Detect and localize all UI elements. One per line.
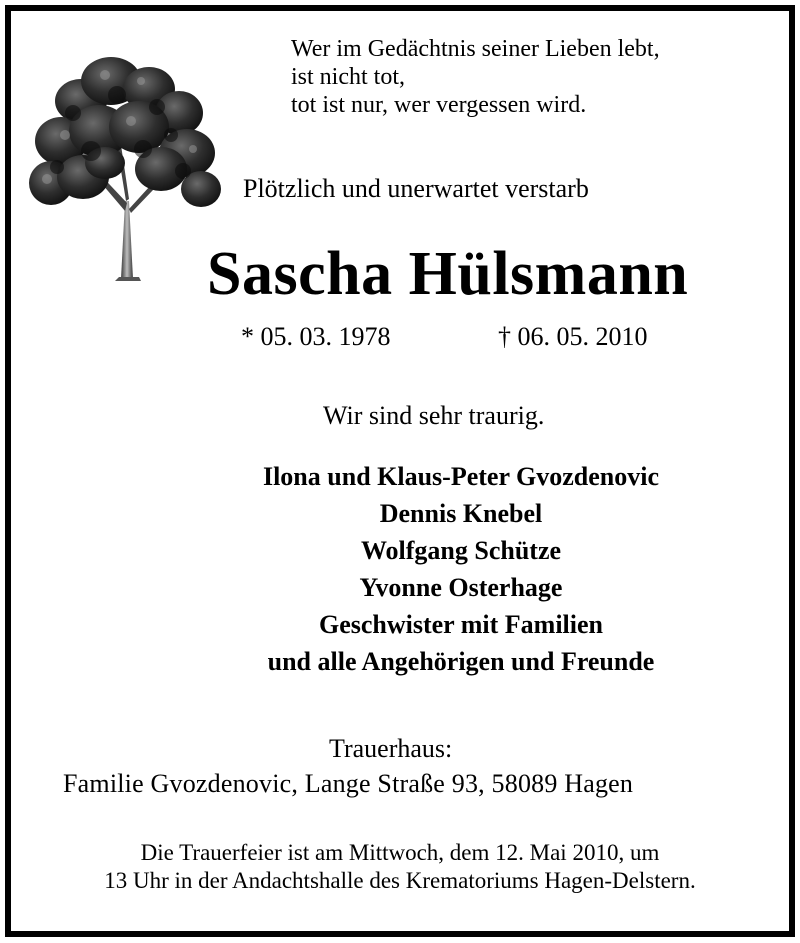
intro-text: Plötzlich und unerwartet verstarb [243,174,589,203]
mourners-list [161,458,761,680]
mourning-house-address: Familie Gvozdenovic, Lange Straße 93, 58089 Hagen [63,769,634,798]
service-line: Die Trauerfeier ist am Mittwoch, dem 12. Mai 2010, um [140,840,660,865]
mourner-line: Ilona und Klaus-Peter Gvozdenovic [262,462,660,491]
mourner-line: Dennis Knebel [379,499,543,528]
mourner-line: und alle Angehörigen und Freunde [267,647,655,676]
mourner-line: Geschwister mit Familien [318,610,604,639]
sentiment-text: Wir sind sehr traurig. [323,401,545,430]
mourner-line: Wolfgang Schütze [360,536,562,565]
quote-line: Wer im Gedächtnis seiner Lieben lebt, [291,36,660,62]
quote-line: tot ist nur, wer vergessen wird. [291,92,587,118]
funeral-service-info [11,839,789,895]
memorial-quote [291,35,660,119]
tree-icon [21,51,226,281]
mourner-line: Yvonne Osterhage [359,573,563,602]
death-date: † 06. 05. 2010 [498,322,648,351]
quote-line: ist nicht tot, [291,64,405,90]
mourning-house-label: Trauerhaus: [329,734,453,763]
birth-date: * 05. 03. 1978 [241,322,391,351]
service-line: 13 Uhr in der Andachtshalle des Krematoriums Hagen-Delstern. [104,868,696,893]
deceased-name: Sascha Hülsmann [207,240,689,308]
obituary-notice [5,5,795,937]
